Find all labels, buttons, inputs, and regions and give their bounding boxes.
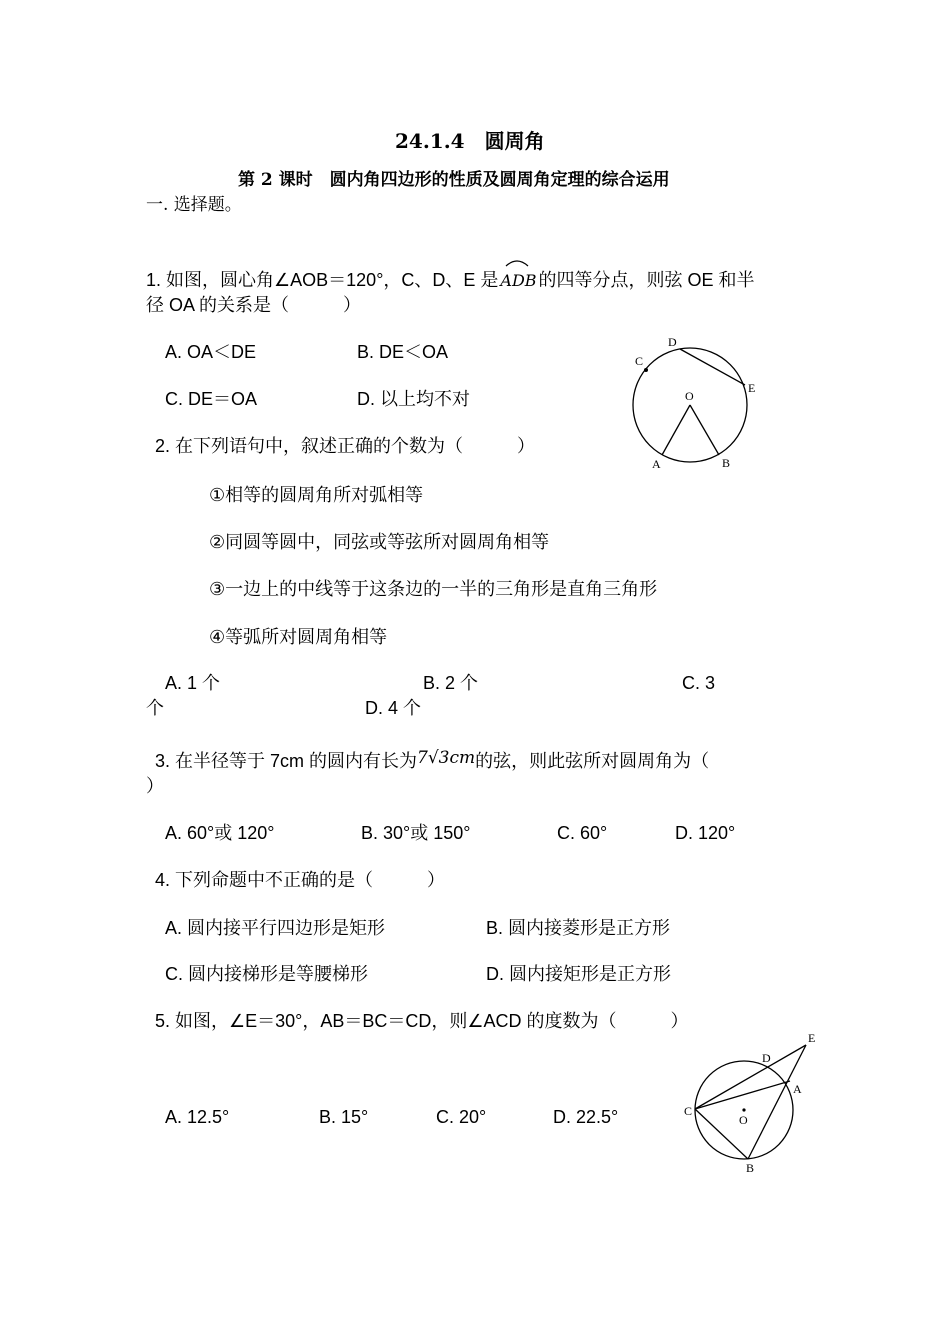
section-heading: 一. 选择题。 <box>146 195 242 215</box>
q5-label-e: E <box>808 1031 816 1045</box>
q3-option-d: D. 120° <box>675 823 736 843</box>
page-subtitle: 第 2 课时 圆内角四边形的性质及圆周角定理的综合运用 <box>238 170 670 190</box>
q1-label-a: A <box>652 457 661 471</box>
q2-option-b: B. 2 个 <box>423 673 479 693</box>
q2-option-a: A. 1 个 <box>165 673 221 693</box>
q1-label-e: E <box>748 381 756 395</box>
q5-label-c: C <box>684 1104 693 1118</box>
q5-label-a: A <box>793 1082 802 1096</box>
q2-option-c: C. 3 <box>682 673 716 693</box>
q4-option-b: B. 圆内接菱形是正方形 <box>486 918 671 938</box>
q4-option-d: D. 圆内接矩形是正方形 <box>486 964 672 984</box>
q5-label-b: B <box>746 1161 755 1175</box>
q3-formula: 7√3cm <box>417 748 476 768</box>
q2-stem: 2. 在下列语句中，叙述正确的个数为（ ） <box>155 436 536 456</box>
q5-option-a: A. 12.5° <box>165 1107 230 1127</box>
q2-option-d: D. 4 个 <box>365 698 422 718</box>
q1-arc-label: ADB <box>500 271 537 290</box>
q1-label-c: C <box>635 354 644 368</box>
q1-stem-line2: 径 OA 的关系是（ ） <box>146 295 362 315</box>
q5-option-b: B. 15° <box>319 1107 369 1127</box>
q2-statement-4: ④等弧所对圆周角相等 <box>209 627 388 647</box>
q4-stem: 4. 下列命题中不正确的是（ ） <box>155 870 446 890</box>
q1-option-a: A. OA＜DE <box>165 342 257 362</box>
q1-label-d: D <box>668 335 677 349</box>
q4-option-c: C. 圆内接梯形是等腰梯形 <box>165 964 368 984</box>
q1-option-d: D. 以上均不对 <box>357 389 471 409</box>
q1-option-c: C. DE＝OA <box>165 389 258 409</box>
q2-option-c-cont: 个 <box>146 698 164 718</box>
q5-center-dot <box>742 1108 745 1111</box>
q4-option-a: A. 圆内接平行四边形是矩形 <box>165 918 386 938</box>
q3-option-c: C. 60° <box>557 823 608 843</box>
q5-label-d: D <box>762 1051 771 1065</box>
q2-statement-2: ②同圆等圆中，同弦或等弦所对圆周角相等 <box>209 532 550 552</box>
q1-stem-post: 的四等分点，则弦 OE 和半 <box>538 270 755 290</box>
q5-option-c: C. 20° <box>436 1107 487 1127</box>
q3-option-b: B. 30°或 150° <box>361 823 471 843</box>
q3-stem-pre: 3. 在半径等于 7cm 的圆内有长为 <box>155 751 418 771</box>
q1-option-b: B. DE＜OA <box>357 342 449 362</box>
q5-option-d: D. 22.5° <box>553 1107 619 1127</box>
q3-stem-post: 的弦，则此弦所对圆周角为（ <box>475 751 710 771</box>
q2-statement-1: ①相等的圆周角所对弧相等 <box>209 485 424 505</box>
q1-label-b: B <box>722 456 731 470</box>
q3-stem-line2: ） <box>146 776 164 796</box>
q1-label-o: O <box>685 389 694 403</box>
q2-statement-3: ③一边上的中线等于这条边的一半的三角形是直角三角形 <box>209 579 658 599</box>
q5-label-o: O <box>739 1113 748 1127</box>
q3-option-a: A. 60°或 120° <box>165 823 275 843</box>
page-title: 24.1.4 圆周角 <box>395 129 545 153</box>
q1-stem-pre: 1. 如图，圆心角∠AOB＝120°，C、D、E 是 <box>146 270 499 290</box>
q5-stem: 5. 如图，∠E＝30°，AB＝BC＝CD，则∠ACD 的度数为（ ） <box>155 1011 689 1031</box>
